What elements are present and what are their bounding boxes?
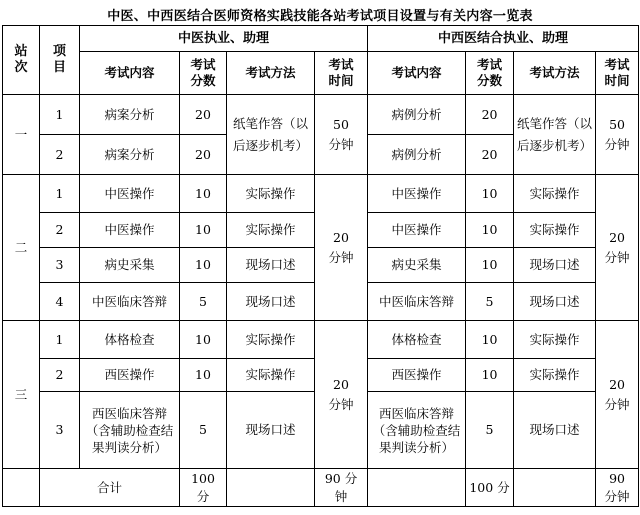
int-content: 中医临床答辩: [368, 283, 466, 321]
int-content: 中医操作: [368, 213, 466, 248]
tcm-score: 20: [180, 135, 227, 175]
tcm-method: 实际操作: [227, 359, 315, 392]
item-number: 1: [40, 95, 80, 135]
tcm-content: 病案分析: [80, 135, 180, 175]
int-method: 现场口述: [514, 283, 596, 321]
exam-items-table: [2, 25, 639, 507]
int-score: 10: [466, 213, 514, 248]
item-number: 3: [40, 248, 80, 283]
item-number: 1: [40, 321, 80, 359]
total-label: 合计: [40, 469, 180, 507]
station-header: 站 次: [3, 26, 40, 95]
tcm-method: 现场口述: [227, 283, 315, 321]
tcm-time: 20 分钟: [315, 175, 368, 321]
int-method: 现场口述: [514, 248, 596, 283]
tcm-score: 20: [180, 95, 227, 135]
tcm-score: 10: [180, 175, 227, 213]
tcm-content: 西医操作: [80, 359, 180, 392]
int-content: 病史采集: [368, 248, 466, 283]
table-row: [3, 321, 639, 359]
tcm-method-header: 考试方法: [227, 52, 315, 95]
tcm-time: 50 分钟: [315, 95, 368, 175]
int-score: 20: [466, 135, 514, 175]
int-score: 10: [466, 359, 514, 392]
int-content: 中医操作: [368, 175, 466, 213]
tcm-score: 5: [180, 283, 227, 321]
tcm-time: 20 分钟: [315, 321, 368, 469]
total-row: [3, 469, 639, 507]
station-label: 三: [3, 321, 40, 469]
station-label: 二: [3, 175, 40, 321]
int-content-header: 考试内容: [368, 52, 466, 95]
tcm-score-header: 考试 分数: [180, 52, 227, 95]
int-content: 病例分析: [368, 135, 466, 175]
int-time: 20 分钟: [596, 321, 639, 469]
int-method-header: 考试方法: [514, 52, 596, 95]
tcm-content-header: 考试内容: [80, 52, 180, 95]
item-number: 2: [40, 213, 80, 248]
tcm-content: 中医操作: [80, 213, 180, 248]
station-label: 一: [3, 95, 40, 175]
int-method: 实际操作: [514, 359, 596, 392]
tcm-total-time: 90 分 钟: [315, 469, 368, 507]
int-method: 纸笔作答（以后逐步机考）: [514, 95, 596, 175]
tcm-method: 纸笔作答（以后逐步机考）: [227, 95, 315, 175]
item-number: 4: [40, 283, 80, 321]
tcm-content: 病史采集: [80, 248, 180, 283]
tcm-score: 10: [180, 321, 227, 359]
item-number: 1: [40, 175, 80, 213]
item-number: 2: [40, 135, 80, 175]
tcm-content: 病案分析: [80, 95, 180, 135]
int-method: 实际操作: [514, 175, 596, 213]
tcm-content: 中医临床答辩: [80, 283, 180, 321]
item-number: 3: [40, 392, 80, 469]
item-header: 项 目: [40, 26, 80, 95]
int-method: 现场口述: [514, 392, 596, 469]
item-number: 2: [40, 359, 80, 392]
int-total-content: [368, 469, 466, 507]
int-score: 10: [466, 248, 514, 283]
int-score: 10: [466, 321, 514, 359]
int-score: 5: [466, 283, 514, 321]
tcm-content: 中医操作: [80, 175, 180, 213]
int-total-time: 90 分钟: [596, 469, 639, 507]
int-time-header: 考试 时间: [596, 52, 639, 95]
int-content: 体格检查: [368, 321, 466, 359]
group-header-integrated: 中西医结合执业、助理: [368, 26, 639, 52]
tcm-score: 10: [180, 213, 227, 248]
int-score: 20: [466, 95, 514, 135]
tcm-time-header: 考试 时间: [315, 52, 368, 95]
tcm-score: 5: [180, 392, 227, 469]
int-content: 西医临床答辩（含辅助检查结果判读分析）: [368, 392, 466, 469]
tcm-method: 现场口述: [227, 248, 315, 283]
int-content: 病例分析: [368, 95, 466, 135]
table-row: [3, 175, 639, 213]
tcm-total-method: [227, 469, 315, 507]
int-time: 50 分钟: [596, 95, 639, 175]
tcm-content: 体格检查: [80, 321, 180, 359]
group-header-tcm: 中医执业、助理: [80, 26, 368, 52]
int-total-score: 100 分: [466, 469, 514, 507]
tcm-score: 10: [180, 248, 227, 283]
tcm-content: 西医临床答辩（含辅助检查结果判读分析）: [80, 392, 180, 469]
tcm-method: 实际操作: [227, 321, 315, 359]
tcm-method: 现场口述: [227, 392, 315, 469]
int-score-header: 考试 分数: [466, 52, 514, 95]
tcm-total-score: 100 分: [180, 469, 227, 507]
table-row: [3, 95, 639, 135]
int-total-method: [514, 469, 596, 507]
int-time: 20 分钟: [596, 175, 639, 321]
int-score: 10: [466, 175, 514, 213]
tcm-method: 实际操作: [227, 213, 315, 248]
int-method: 实际操作: [514, 321, 596, 359]
table-title: 中医、中西医结合医师资格实践技能各站考试项目设置与有关内容一览表: [107, 9, 533, 24]
total-station-cell: [3, 469, 40, 507]
int-content: 西医操作: [368, 359, 466, 392]
tcm-score: 10: [180, 359, 227, 392]
int-score: 5: [466, 392, 514, 469]
int-method: 实际操作: [514, 213, 596, 248]
tcm-method: 实际操作: [227, 175, 315, 213]
